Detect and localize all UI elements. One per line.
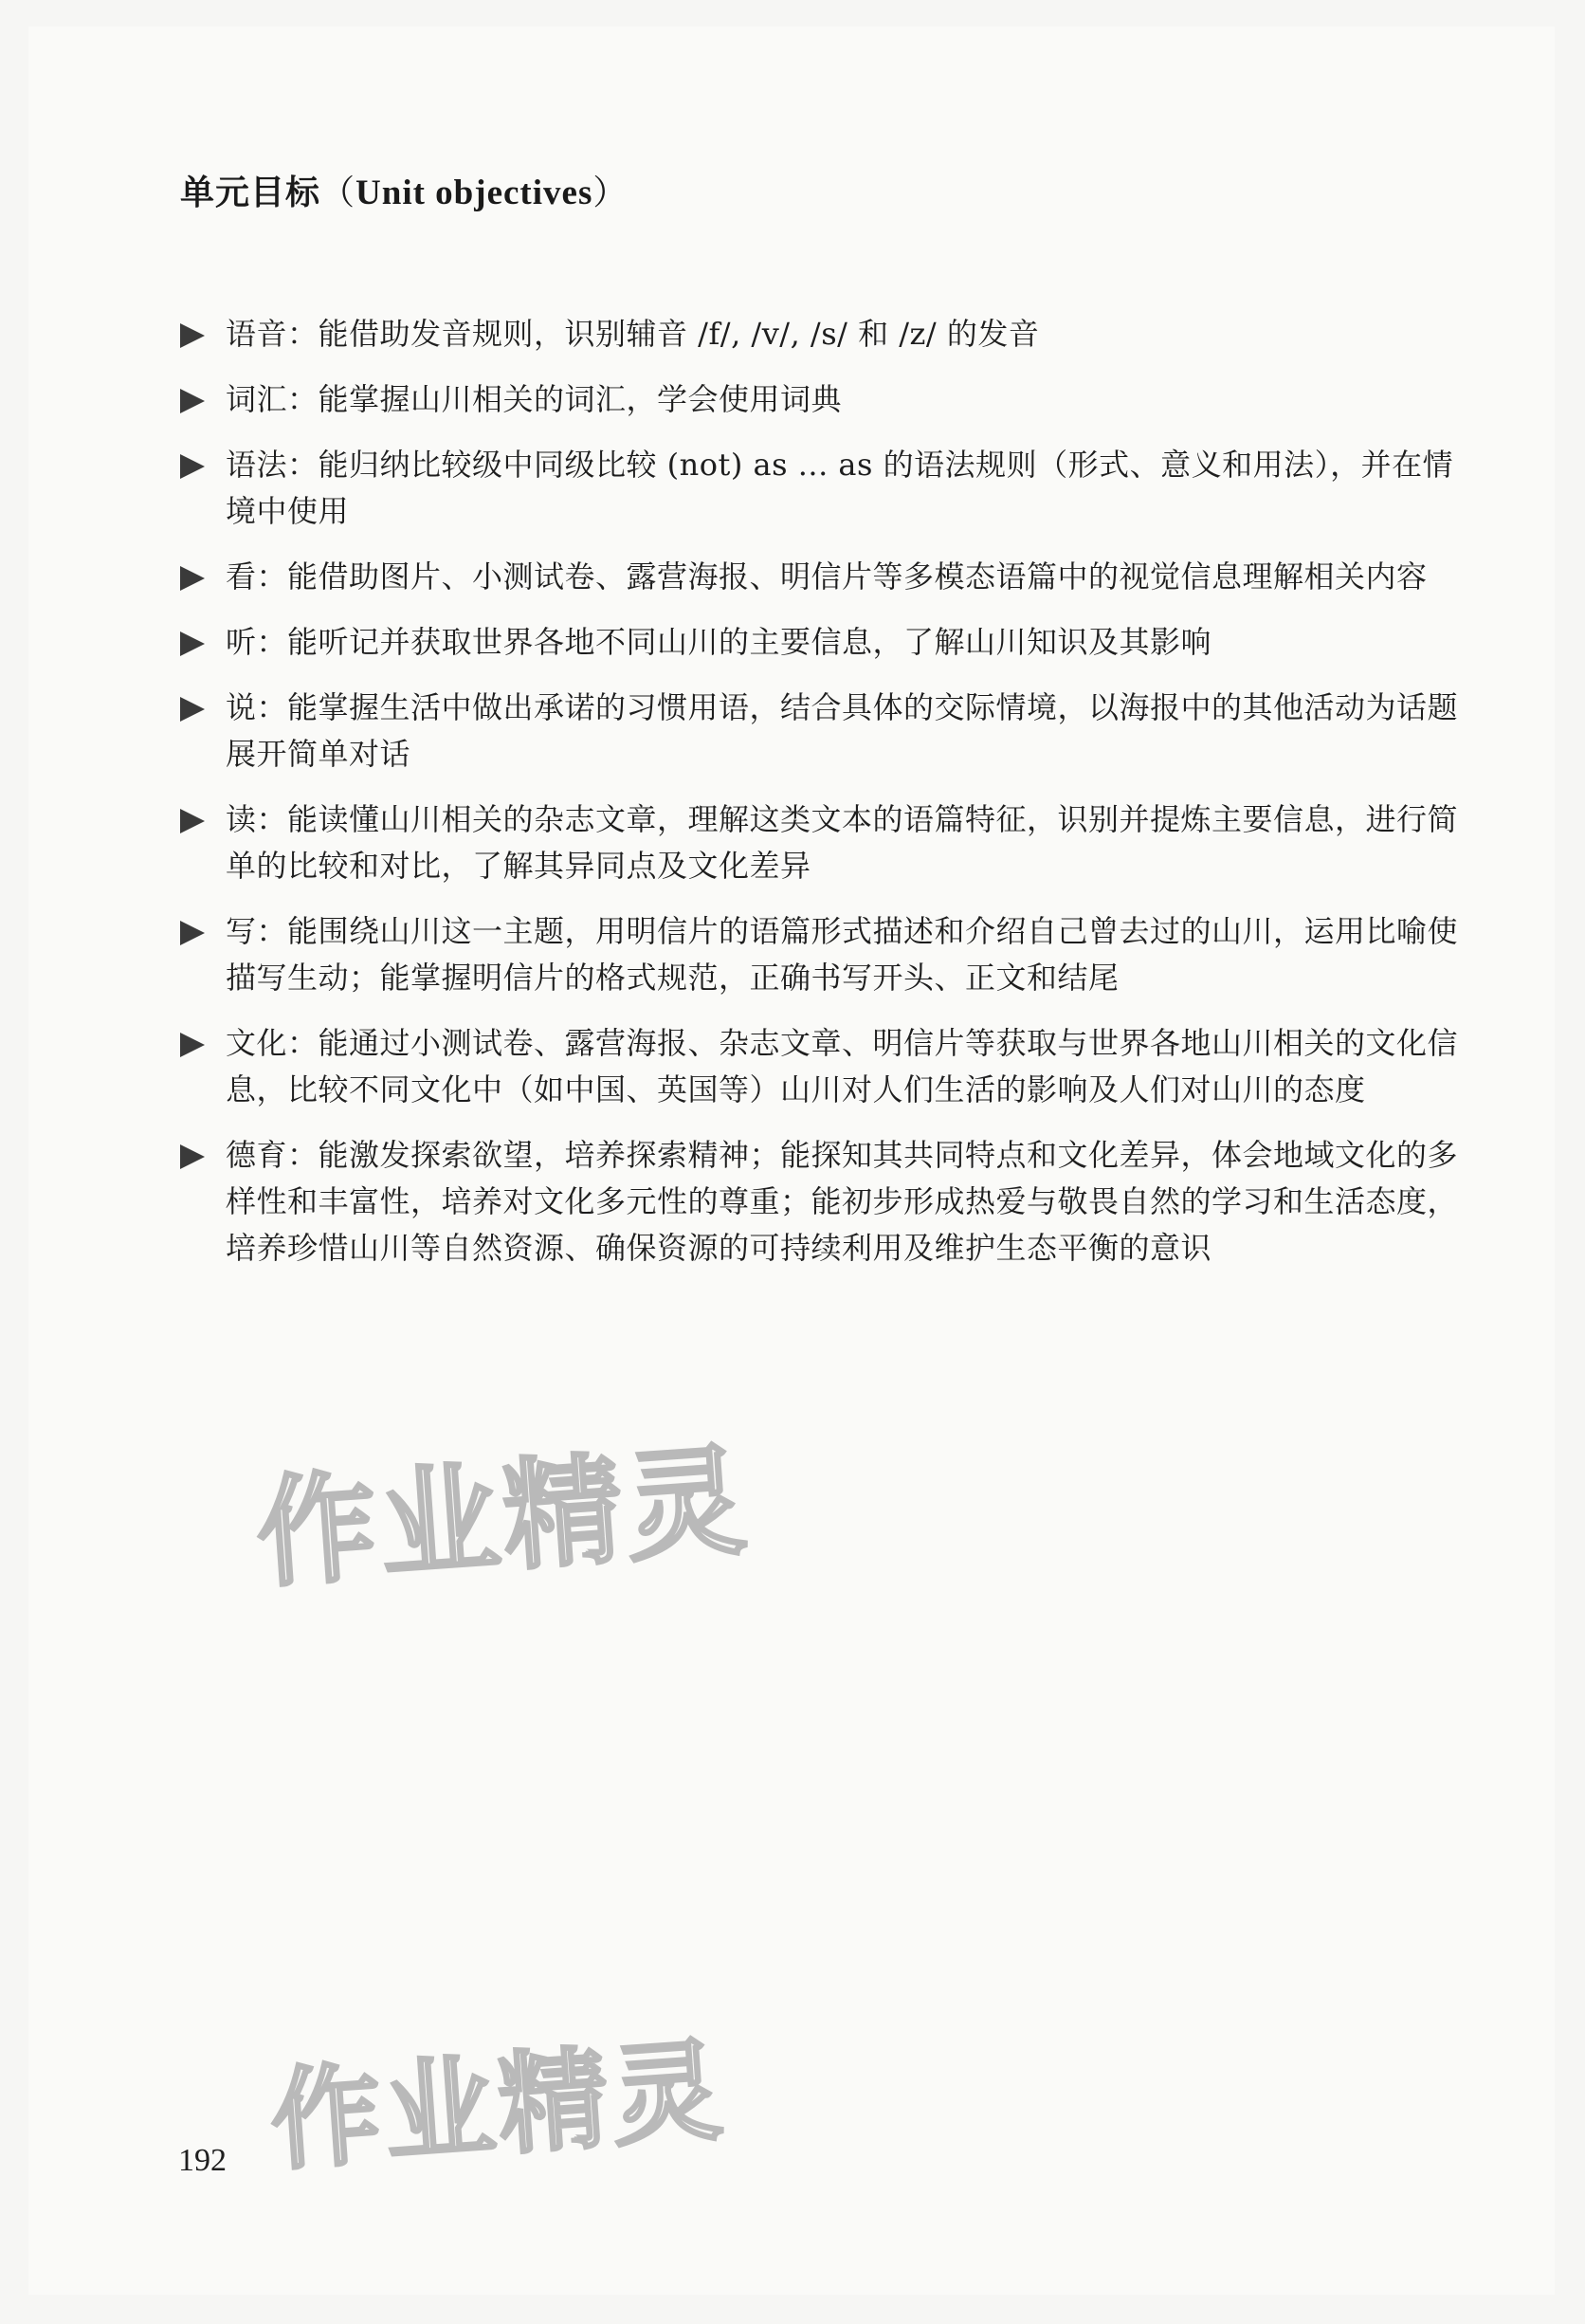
triangle-bullet-icon	[180, 323, 205, 348]
heading-open-paren: （	[320, 174, 356, 212]
triangle-bullet-icon	[180, 631, 205, 656]
objective-text: 语音：能借助发音规则，识别辅音 /f/, /v/, /s/ 和 /z/ 的发音	[226, 316, 1040, 352]
objective-text: 词汇：能掌握山川相关的词汇，学会使用词典	[226, 381, 843, 417]
triangle-bullet-icon	[180, 389, 205, 413]
objective-text: 看：能借助图片、小测试卷、露营海报、明信片等多模态语篇中的视觉信息理解相关内容	[226, 558, 1428, 595]
triangle-bullet-icon	[180, 809, 205, 833]
objective-item	[180, 685, 1460, 778]
objective-item	[180, 908, 1460, 1001]
objective-item	[180, 554, 1460, 600]
heading-close-paren: ）	[592, 174, 629, 212]
objective-item	[180, 1020, 1460, 1113]
triangle-bullet-icon	[180, 454, 205, 479]
objective-text: 说：能掌握生活中做出承诺的习惯用语，结合具体的交际情境，以海报中的其他活动为话题展开简单对话	[226, 689, 1459, 772]
objective-item	[180, 311, 1460, 357]
objectives-list	[180, 311, 1460, 1290]
watermark: 作业精灵	[266, 2026, 730, 2187]
objective-text: 语法：能归纳比较级中同级比较 (not) as ... as 的语法规则（形式、意义和用法），并在情境中使用	[226, 447, 1454, 529]
objective-item	[180, 1132, 1460, 1272]
triangle-bullet-icon	[180, 566, 205, 591]
watermark: 作业精灵	[252, 1431, 755, 1604]
objective-text: 听：能听记并获取世界各地不同山川的主要信息，了解山川知识及其影响	[226, 624, 1212, 660]
objective-text: 德育：能激发探索欲望，培养探索精神；能探知其共同特点和文化差异，体会地域文化的多样性和丰富性，培养对文化多元性的尊重；能初步形成热爱与敬畏自然的学习和生活态度，培养珍惜山川等自然资源、确保资源的可持续利用及维护生态平衡的意识	[226, 1137, 1459, 1266]
objective-text: 文化：能通过小测试卷、露营海报、杂志文章、明信片等获取与世界各地山川相关的文化信息，比较不同文化中（如中国、英国等）山川对人们生活的影响及人们对山川的态度	[226, 1025, 1459, 1107]
objective-item	[180, 619, 1460, 666]
section-heading	[180, 166, 628, 214]
objective-item	[180, 376, 1460, 423]
triangle-bullet-icon	[180, 697, 205, 722]
triangle-bullet-icon	[180, 1033, 205, 1057]
objective-item	[180, 796, 1460, 889]
triangle-bullet-icon	[180, 1144, 205, 1169]
heading-en: Unit objectives	[355, 174, 593, 212]
objective-item	[180, 442, 1460, 535]
objective-text: 读：能读懂山川相关的杂志文章，理解这类文本的语篇特征，识别并提炼主要信息，进行简单的比较和对比，了解其异同点及文化差异	[226, 801, 1459, 884]
triangle-bullet-icon	[180, 921, 205, 945]
page-number: 192	[178, 2143, 227, 2178]
heading-zh: 单元目标	[180, 174, 321, 212]
objective-text: 写：能围绕山川这一主题，用明信片的语篇形式描述和介绍自己曾去过的山川，运用比喻使描写生动；能掌握明信片的格式规范，正确书写开头、正文和结尾	[226, 913, 1459, 996]
